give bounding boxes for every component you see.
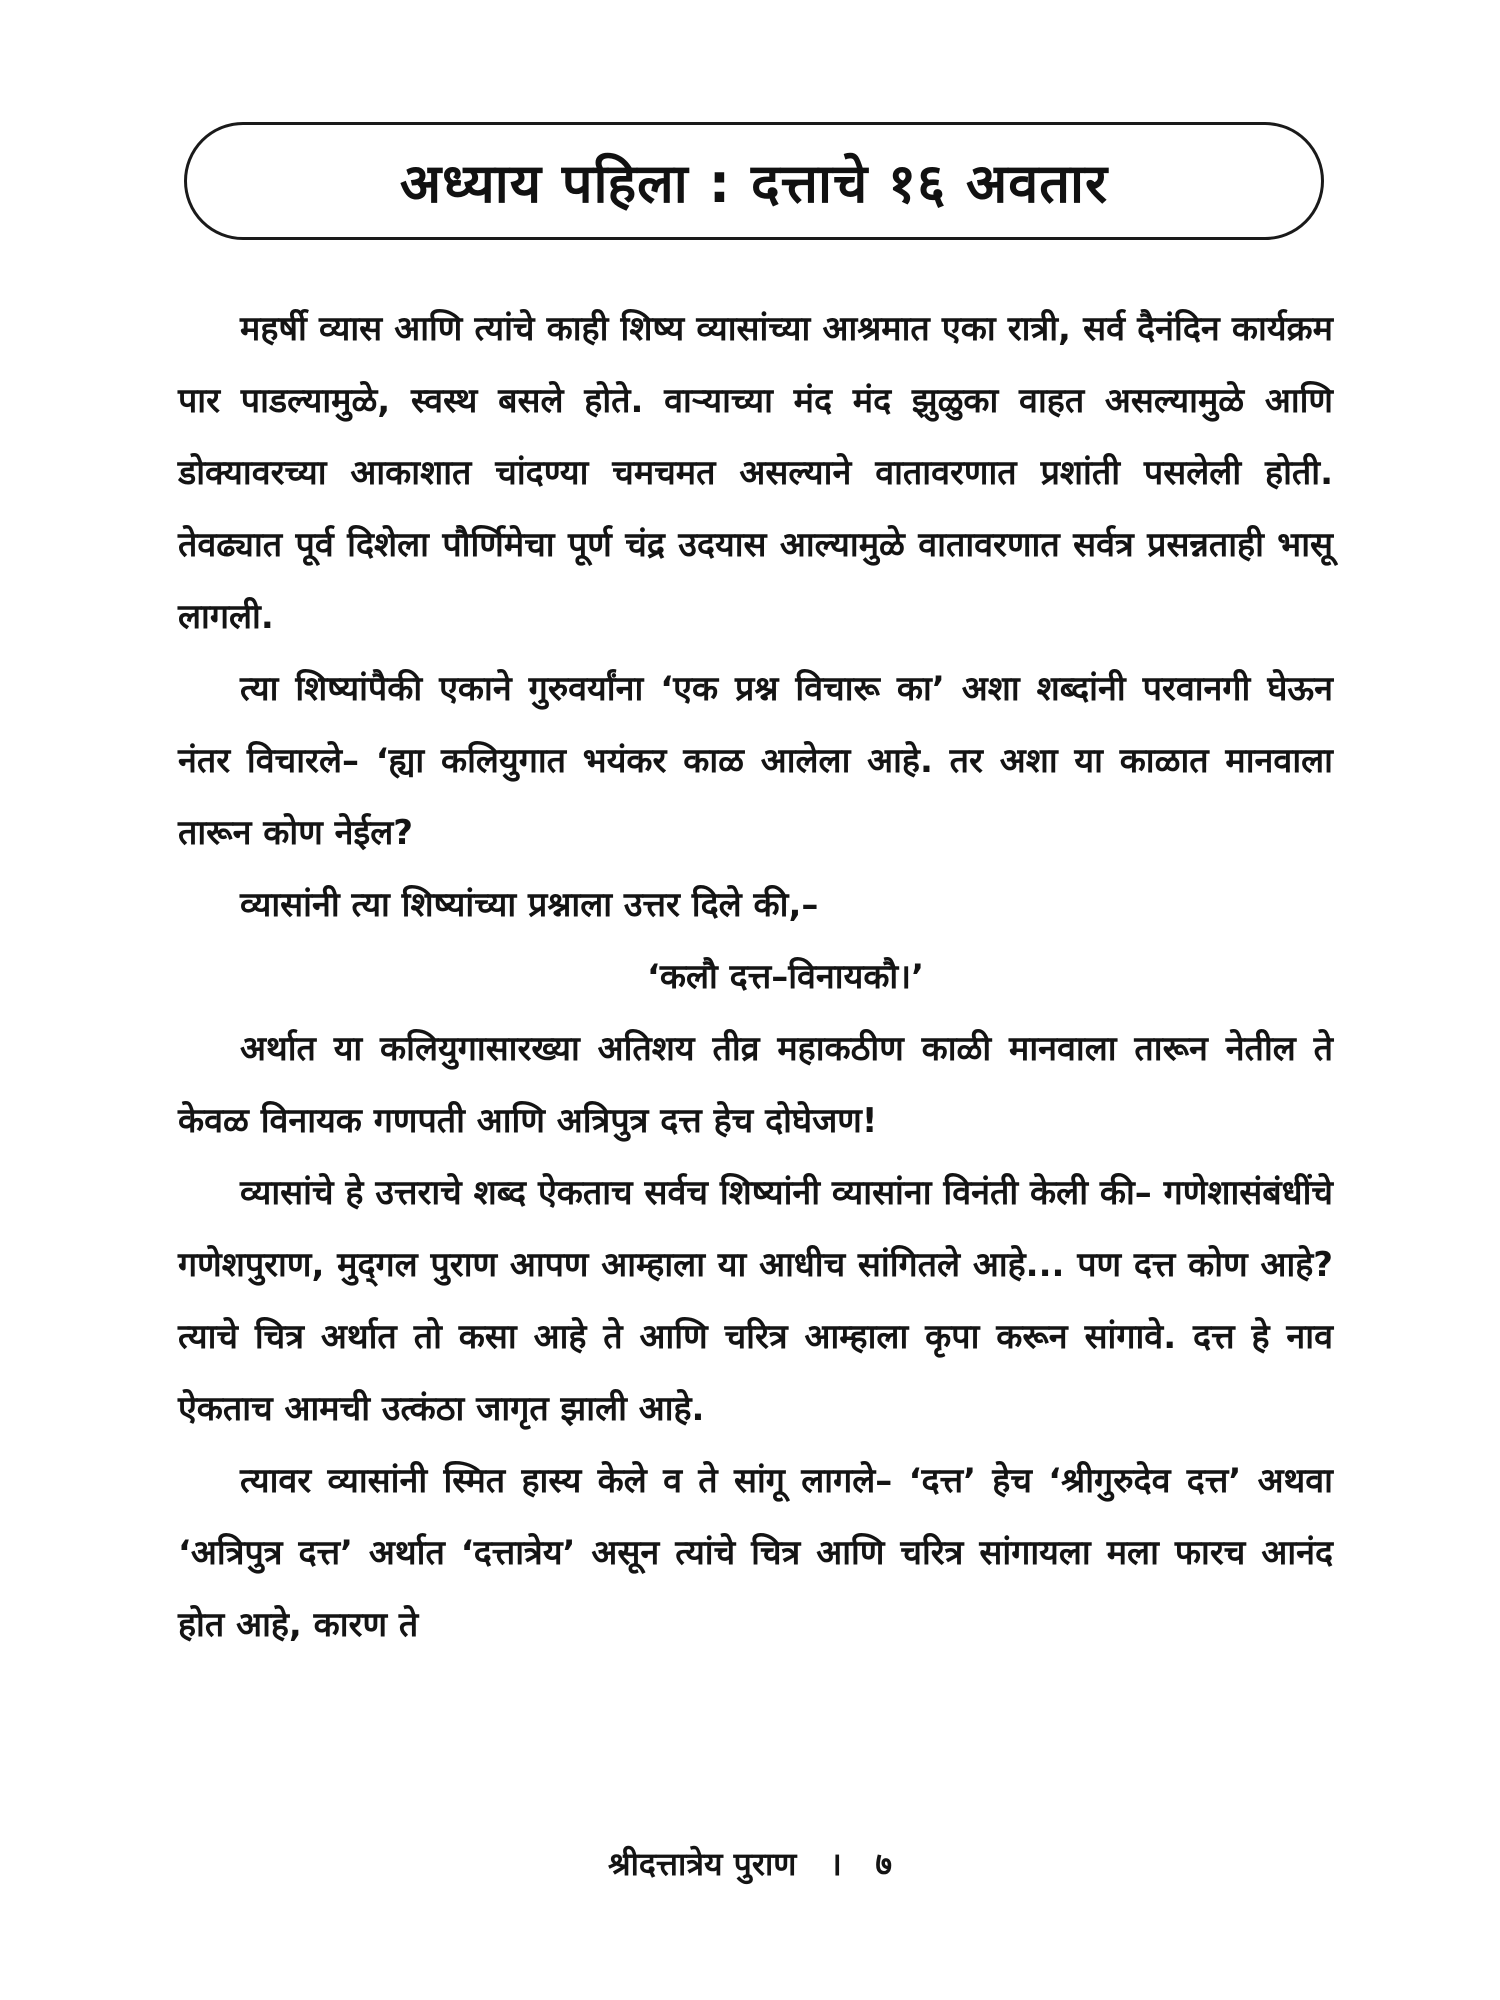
paragraph: अर्थात या कलियुगासारख्या अतिशय तीव्र महाकठीण काळी मानवाला तारून नेतील ते केवळ विनायक गणपती आणि अत्रिपुत्र दत्त हेच दोघेजण! [178,1029,1333,1141]
paragraph: त्यावर व्यासांनी स्मित हास्य केले व ते सांगू लागले– ‘दत्त’ हेच ‘श्रीगुरुदेव दत्त’ अथवा ‘अत्रिपुत्र दत्त’ अर्थात ‘दत्तात्रेय’ असून त्यांचे चित्र आणि चरित्र सांगायला मला फारच आनंद होत आहे, कारण ते [178,1461,1333,1645]
page-number: ७ [875,1845,892,1883]
paragraph: त्या शिष्यांपैकी एकाने गुरुवर्यांना ‘एक प्रश्न विचारू का’ अशा शब्दांनी परवानगी घेऊन नंतर विचारले– ‘ह्या कलियुगात भयंकर काळ आलेला आहे. तर अशा या काळात मानवाला तारून कोण नेईल? [178,669,1333,853]
footer-separator: । [829,1845,842,1883]
book-title: श्रीदत्तात्रेय पुराण [607,1845,797,1883]
chapter-title-frame [184,122,1324,240]
paragraph: व्यासांनी त्या शिष्यांच्या प्रश्नाला उत्तर दिले की,– [240,885,819,925]
page-footer [0,1842,1500,1885]
chapter-title: अध्याय पहिला : दत्ताचे १६ अवतार [399,152,1109,215]
verse-quote: ‘कलौ दत्त–विनायकौ।’ [646,957,925,997]
paragraph: व्यासांचे हे उत्तराचे शब्द ऐकताच सर्वच शिष्यांनी व्यासांना विनंती केली की– गणेशासंबंधींचे गणेशपुराण, मुद्‌गल पुराण आपण आम्हाला या आधीच सांगितले आहे... पण दत्त कोण आहे? त्याचे चित्र अर्थात तो कसा आहे ते आणि चरित्र आम्हाला कृपा करून सांगावे. दत्त हे नाव ऐकताच आमची उत्कंठा जागृत झाली आहे. [178,1173,1333,1429]
paragraph: महर्षी व्यास आणि त्यांचे काही शिष्य व्यासांच्या आश्रमात एका रात्री, सर्व दैनंदिन कार्यक्रम पार पाडल्यामुळे, स्वस्थ बसले होते. वाऱ्याच्या मंद मंद झुळुका वाहत असल्यामुळे आणि डोक्यावरच्या आकाशात चांदण्या चमचमत असल्याने वातावरणात प्रशांती पसलेली होती. तेवढ्यात पूर्व दिशेला पौर्णिमेचा पूर्ण चंद्र उदयास आल्यामुळे वातावरणात सर्वत्र प्रसन्नताही भासू लागली. [178,309,1333,637]
page-body [178,293,1333,1661]
